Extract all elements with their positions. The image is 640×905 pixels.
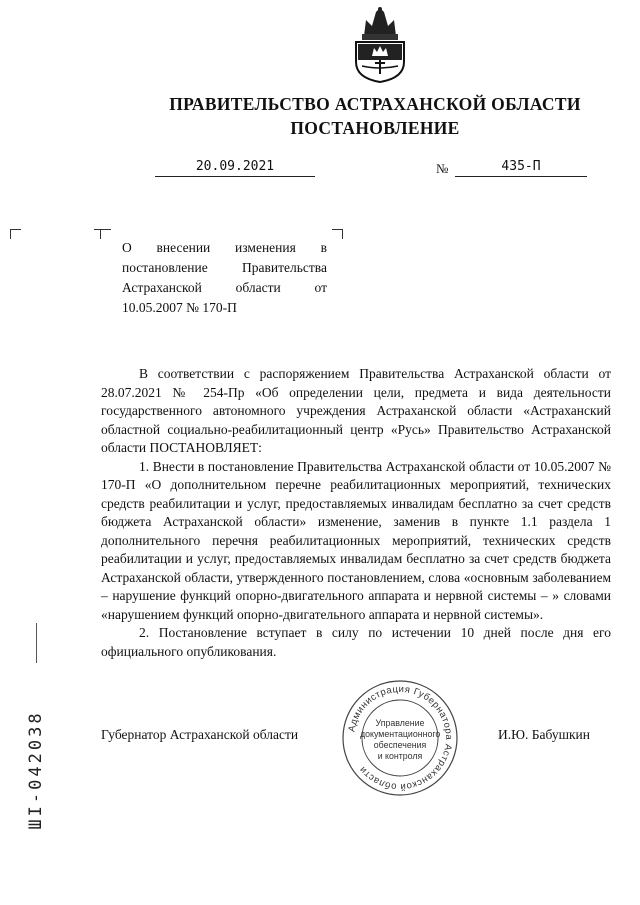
coat-of-arms-emblem bbox=[350, 6, 410, 84]
signatory-name: И.Ю. Бабушкин bbox=[498, 727, 591, 742]
stamp-ring-text: Администрация Губернатора Астраханской области bbox=[346, 683, 455, 793]
side-code-block bbox=[18, 690, 48, 860]
stamp-line-2: документационного bbox=[360, 729, 441, 739]
number-sign: № bbox=[436, 161, 449, 176]
document-number: 435-П bbox=[455, 158, 587, 177]
document-date: 20.09.2021 bbox=[155, 158, 315, 177]
side-code: ШI-042038 bbox=[26, 710, 46, 830]
body-paragraphs bbox=[101, 365, 611, 661]
paragraph-preamble-text: В соответствии с распоряжением Правительства Астраханской области от 28.07.2021 № 254-Пр «Об определении цели, предмета и вида деятельности государственного автономного учреждения Астраханской области «Астраханский областной социально-реабилитационный центр «Русь» Правительство Астраханской области ПОСТАНОВЛЯЕТ: bbox=[101, 366, 611, 455]
margin-line bbox=[36, 623, 37, 663]
stamp-line-1: Управление bbox=[375, 718, 425, 728]
corner-mark-subject-right bbox=[332, 229, 343, 239]
document-subject: О внесении изменения в постановление Правительства Астраханской области от 10.05.2007 № 170-П bbox=[122, 240, 327, 315]
stamp-line-4: и контроля bbox=[377, 751, 423, 761]
paragraph-item-1 bbox=[101, 458, 611, 625]
paragraph-preamble bbox=[101, 365, 611, 458]
government-title: ПРАВИТЕЛЬСТВО АСТРАХАНСКОЙ ОБЛАСТИ bbox=[169, 94, 581, 114]
signatory-position: Губернатор Астраханской области bbox=[101, 727, 299, 742]
document-type-title: ПОСТАНОВЛЕНИЕ bbox=[290, 118, 460, 138]
corner-mark-subject-left-inner bbox=[94, 229, 101, 239]
stamp-line-3: обеспечения bbox=[373, 740, 427, 750]
paragraph-item-2 bbox=[101, 624, 611, 661]
stamp-center-text bbox=[360, 718, 440, 762]
paragraph-item-1-text: 1. Внести в постановление Правительства Астраханской области от 10.05.2007 № 170-П «О дополнительном перечне реабилитационных мероприятий, технических средств реабилитации и услуг, предоставляемых инвалидам бесплатно за счет средств бюджета Астраханской области» изменение, заменив в пункте 1.1 раздела 1 дополнительного перечня реабилитационных мероприятий, технических средств реабилитации и услуг, предоставляемых инвалидам бесплатно за счет средств бюджета Астраханской области, утвержденного постановлением, слова «основным заболеванием – нарушение функций опорно-двигательного аппарата и нервной системы – » словами «нарушением функций опорно-двигательного аппарата и нервной системы». bbox=[101, 458, 611, 622]
corner-mark-left bbox=[10, 229, 21, 239]
corner-mark-subject-left bbox=[100, 229, 111, 239]
paragraph-item-2-text: 2. Постановление вступает в силу по истечении 10 дней после дня его официального опубликования. bbox=[101, 625, 611, 659]
